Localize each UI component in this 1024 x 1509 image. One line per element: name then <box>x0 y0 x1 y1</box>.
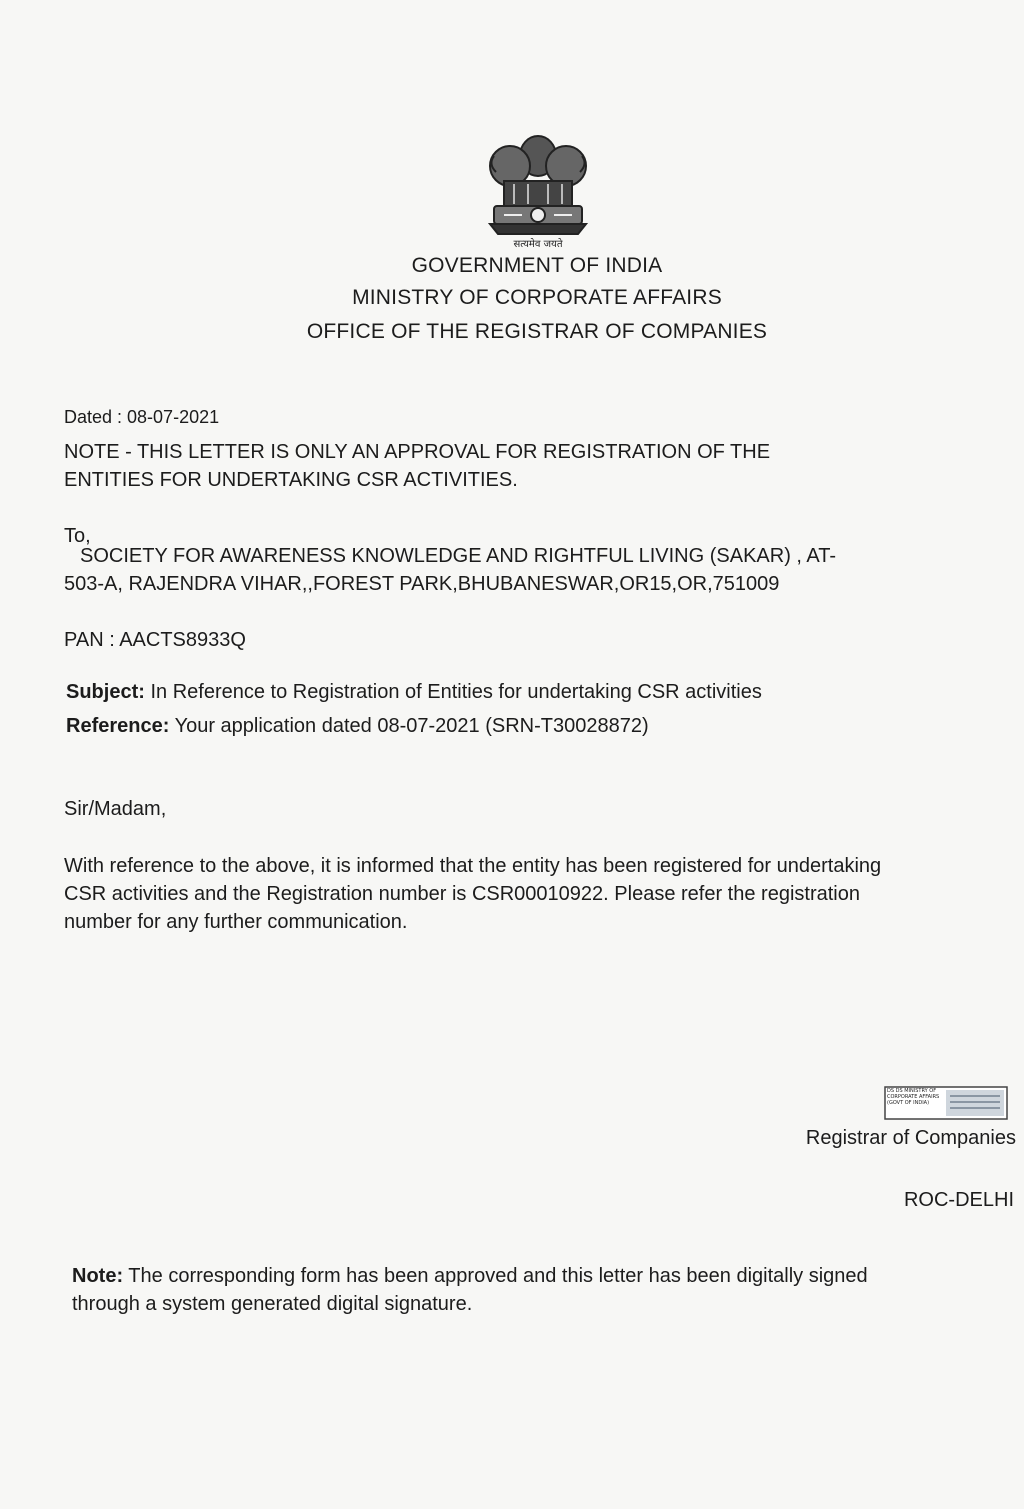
header-government: GOVERNMENT OF INDIA <box>411 254 663 277</box>
address-line2: 503-A, RAJENDRA VIHAR,,FOREST PARK,BHUBANESWAR,OR15,OR,751009 <box>64 573 780 595</box>
address-line1: SOCIETY FOR AWARENESS KNOWLEDGE AND RIGHTFUL LIVING (SAKAR) , AT- <box>80 545 837 567</box>
body-line1: With reference to the above, it is informed that the entity has been registered for undertaking <box>64 855 882 877</box>
footer-note-line1 <box>72 1262 868 1291</box>
footer-note-text: The corresponding form has been approved and this letter has been digitally signed <box>123 1265 868 1287</box>
subject-text: In Reference to Registration of Entities for undertaking CSR activities <box>144 681 762 703</box>
pan: PAN : AACTS8933Q <box>64 629 246 651</box>
header-ministry: MINISTRY OF CORPORATE AFFAIRS <box>352 286 722 309</box>
reference-line <box>66 712 649 741</box>
reference-label: Reference: <box>66 715 170 737</box>
reference-text: Your application dated 08-07-2021 (SRN-T30028872) <box>169 715 649 737</box>
note-top-line2: ENTITIES FOR UNDERTAKING CSR ACTIVITIES. <box>64 469 518 491</box>
salutation: Sir/Madam, <box>64 798 167 820</box>
stamp-text: DS DS MINISTRY OF CORPORATE AFFAIRS (GOVT OF INDIA) <box>887 1088 940 1106</box>
signatory: Registrar of Companies <box>805 1127 1016 1149</box>
header-office: OFFICE OF THE REGISTRAR OF COMPANIES <box>306 320 768 343</box>
note-top-line1: NOTE - THIS LETTER IS ONLY AN APPROVAL FOR REGISTRATION OF THE <box>64 441 771 463</box>
office: ROC-DELHI <box>903 1189 1014 1211</box>
digital-signature-stamp-icon <box>884 1086 1008 1120</box>
to-label: To, <box>64 525 91 547</box>
dated: Dated : 08-07-2021 <box>64 407 220 427</box>
subject-label: Subject: <box>66 681 145 703</box>
subject-line <box>66 678 762 707</box>
national-emblem-icon <box>474 126 602 250</box>
footer-note-label: Note: <box>72 1265 124 1287</box>
emblem-motto: सत्यमेव जयते <box>513 239 563 250</box>
body-line2: CSR activities and the Registration number is CSR00010922. Please refer the registration <box>64 883 860 905</box>
body-line3: number for any further communication. <box>64 911 408 933</box>
footer-note-line2: through a system generated digital signature. <box>72 1293 473 1315</box>
